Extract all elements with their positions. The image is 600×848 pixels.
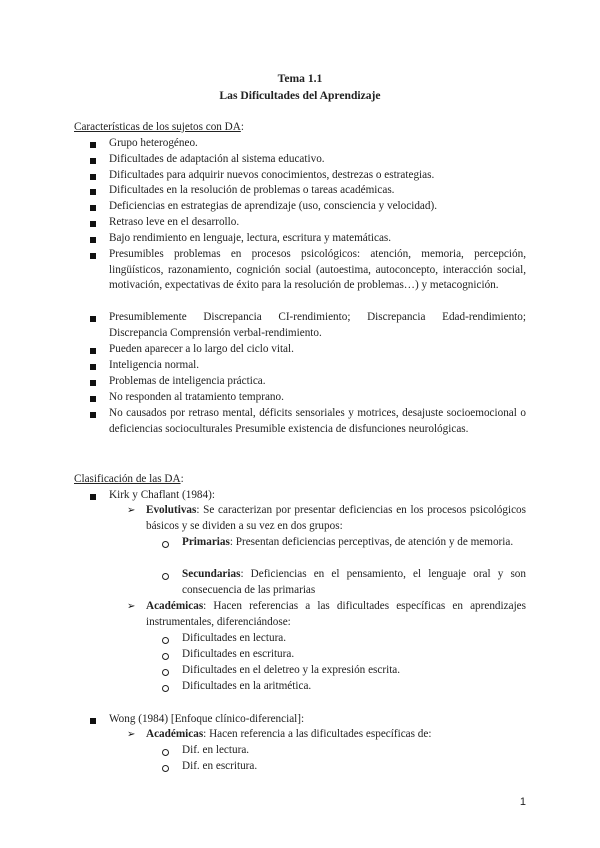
bullet-square xyxy=(90,221,96,227)
circle-bullet-icon xyxy=(162,637,169,644)
title-line-2: Las Dificultades del Aprendizaje xyxy=(219,89,381,102)
academicas-item: Académicas: Hacen referencias a las dificultades específicas en aprendizajes instrumentales, diferenciándose: xyxy=(146,600,526,628)
wong-academicas-item: Académicas: Hacen referencia a las dificultades específicas de: xyxy=(146,728,432,740)
academicas-subitem: Dificultades en la aritmética. xyxy=(182,680,312,692)
kirk-label: Kirk y Chaflant (1984): xyxy=(109,489,215,501)
academicas-subitem: Dificultades en el deletreo y la expresión escrita. xyxy=(182,664,401,676)
circle-bullet-icon xyxy=(162,669,169,676)
bullet-square xyxy=(90,189,96,195)
list-item: Dificultades de adaptación al sistema educativo. xyxy=(109,153,325,165)
bullet-square xyxy=(90,380,96,386)
bullet-square xyxy=(90,158,96,164)
evolutivas-item: Evolutivas: Se caracterizan por presentar deficiencias en los procesos psicológicos básicos y se dividen a su vez en dos grupos: xyxy=(146,504,526,532)
wong-subitem: Dif. en escritura. xyxy=(182,760,258,772)
bullet-square xyxy=(90,396,96,402)
list-item: Retraso leve en el desarrollo. xyxy=(109,216,240,228)
bullet-square xyxy=(90,364,96,370)
bullet-square xyxy=(90,718,96,724)
bullet-square xyxy=(90,205,96,211)
secundarias-item: Secundarias: Deficiencias en el pensamiento, el lenguaje oral y son consecuencia de las primarias xyxy=(182,568,526,596)
circle-bullet-icon xyxy=(162,541,169,548)
bullet-square xyxy=(90,494,96,500)
bullet-square xyxy=(90,348,96,354)
bullet-square xyxy=(90,142,96,148)
circle-bullet-icon xyxy=(162,573,169,580)
bullet-square xyxy=(90,316,96,322)
primarias-item: Primarias: Presentan deficiencias perceptivas, de atención y de memoria. xyxy=(182,536,514,548)
arrow-bullet-icon: ➢ xyxy=(127,601,136,612)
circle-bullet-icon xyxy=(162,653,169,660)
list-item: No responden al tratamiento temprano. xyxy=(109,391,284,403)
list-item: Bajo rendimiento en lenguaje, lectura, escritura y matemáticas. xyxy=(109,232,392,244)
list-item: Dificultades para adquirir nuevos conocimientos, destrezas o estrategias. xyxy=(109,169,435,181)
list-item: Dificultades en la resolución de problemas o tareas académicas. xyxy=(109,184,395,196)
arrow-bullet-icon: ➢ xyxy=(127,729,136,740)
list-item: No causados por retraso mental, déficits sensoriales y motrices, desajuste socioemocional o deficiencias socioculturales Presumible existencia de disfunciones neurológicas. xyxy=(109,407,526,435)
wong-subitem: Dif. en lectura. xyxy=(182,744,250,756)
page-number: 1 xyxy=(519,796,526,808)
list-item: Deficiencias en estrategias de aprendizaje (uso, consciencia y velocidad). xyxy=(109,200,438,212)
list-item: Problemas de inteligencia práctica. xyxy=(109,375,266,387)
list-item: Grupo heterogéneo. xyxy=(109,137,198,149)
academicas-subitem: Dificultades en escritura. xyxy=(182,648,295,660)
circle-bullet-icon xyxy=(162,765,169,772)
list-item: Pueden aparecer a lo largo del ciclo vital. xyxy=(109,343,294,355)
arrow-bullet-icon: ➢ xyxy=(127,505,136,516)
list-item: Presumibles problemas en procesos psicológicos: atención, memoria, percepción, lingüísticos, razonamiento, cognición social (autoestima, autoconcepto, interacción social, motivación, expectativas de éxito para la resolución de problemas…) y metacognición. xyxy=(109,248,526,292)
section-1-heading: Características de los sujetos con DA: xyxy=(74,121,244,133)
section-2-heading: Clasificación de las DA: xyxy=(74,473,184,485)
bullet-square xyxy=(90,174,96,180)
bullet-square xyxy=(90,412,96,418)
list-item: Presumiblemente Discrepancia CI-rendimiento; Discrepancia Edad-rendimiento; Discrepancia Comprensión verbal-rendimiento. xyxy=(109,311,526,339)
bullet-square xyxy=(90,237,96,243)
academicas-subitem: Dificultades en lectura. xyxy=(182,632,287,644)
circle-bullet-icon xyxy=(162,685,169,692)
title-line-1: Tema 1.1 xyxy=(277,72,323,85)
bullet-square xyxy=(90,253,96,259)
circle-bullet-icon xyxy=(162,749,169,756)
wong-label: Wong (1984) [Enfoque clínico-diferencial]: xyxy=(109,713,305,725)
list-item: Inteligencia normal. xyxy=(109,359,200,371)
